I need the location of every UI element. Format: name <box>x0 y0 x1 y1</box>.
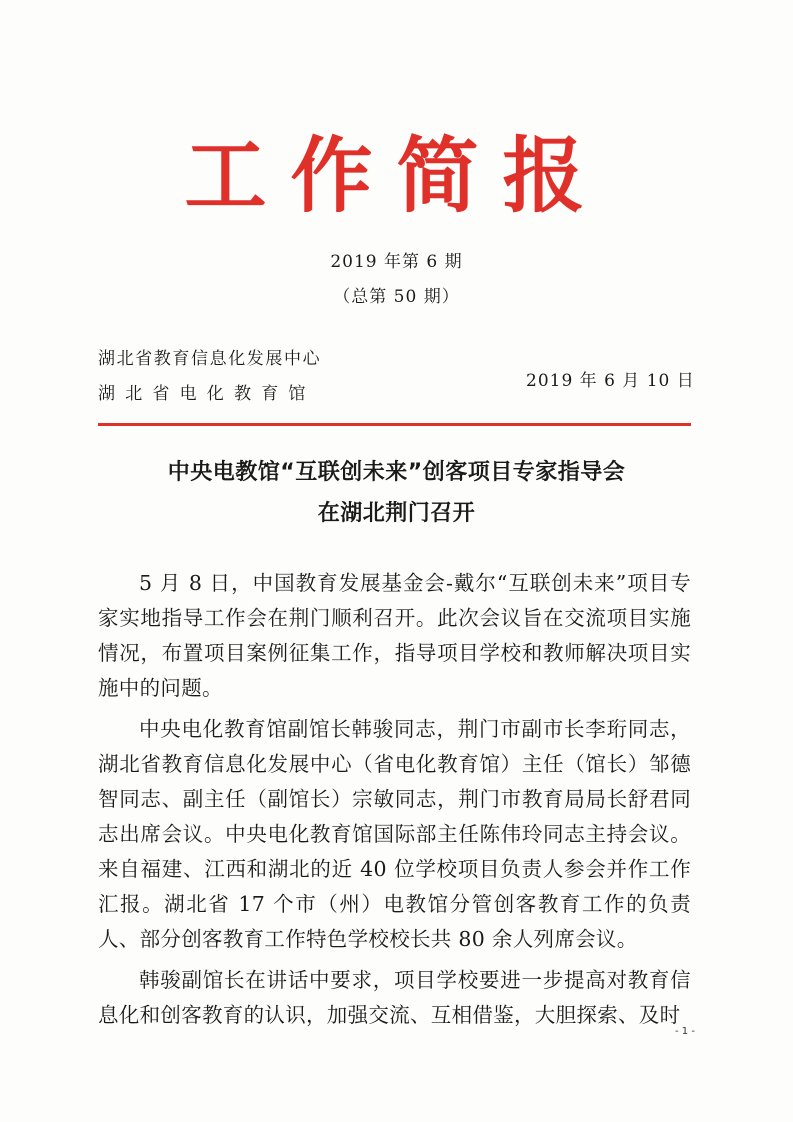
issue-number: 2019 年第 6 期 <box>330 252 463 272</box>
red-divider <box>98 423 691 426</box>
article-headline-line-1: 中央电教馆“互联创未来”创客项目专家指导会 <box>167 460 626 485</box>
paragraph: 5 月 8 日，中国教育发展基金会-戴尔“互联创未来”项目专家实地指导工作会在荆门顺利召开。此次会议旨在交流项目实施情况，布置项目案例征集工作，指导项目学校和教师解决项目实施中的问题。 <box>98 571 691 700</box>
paragraph: 中央电化教育馆副馆长韩骏同志，荆门市副市长李珩同志，湖北省教育信息化发展中心（省电化教育馆）主任（馆长）邹德智同志、副主任（副馆长）宗敏同志，荆门市教育局局长舒君同志出席会议。中央电化教育馆国际部主任陈伟玲同志主持会议。来自福建、江西和湖北的近 40 位学校项目负责人参会并作工作汇报。湖北省 17 个市（州）电教馆分管创客教育工作的负责人、部分创客教育工作特色学校校长共 80 余人列席会议。 <box>98 717 691 951</box>
paragraph: 韩骏副馆长在讲话中要求，项目学校要进一步提高对教育信息化和创客教育的认识，加强交流、互相借鉴，大胆探索、及时 <box>98 968 691 1027</box>
publisher-org-1: 湖北省教育信息化发展中心 <box>98 349 322 369</box>
page-number: - 1 - <box>675 1026 695 1037</box>
publisher-org-2: 湖北省电化教育馆 <box>98 384 316 404</box>
total-issue-number: （总第 50 期） <box>333 287 460 307</box>
masthead-title: 工作简报 <box>184 128 609 224</box>
publish-date: 2019 年 6 月 10 日 <box>526 371 695 391</box>
article-headline-line-2: 在湖北荆门召开 <box>317 501 476 526</box>
article-body <box>98 566 691 1039</box>
